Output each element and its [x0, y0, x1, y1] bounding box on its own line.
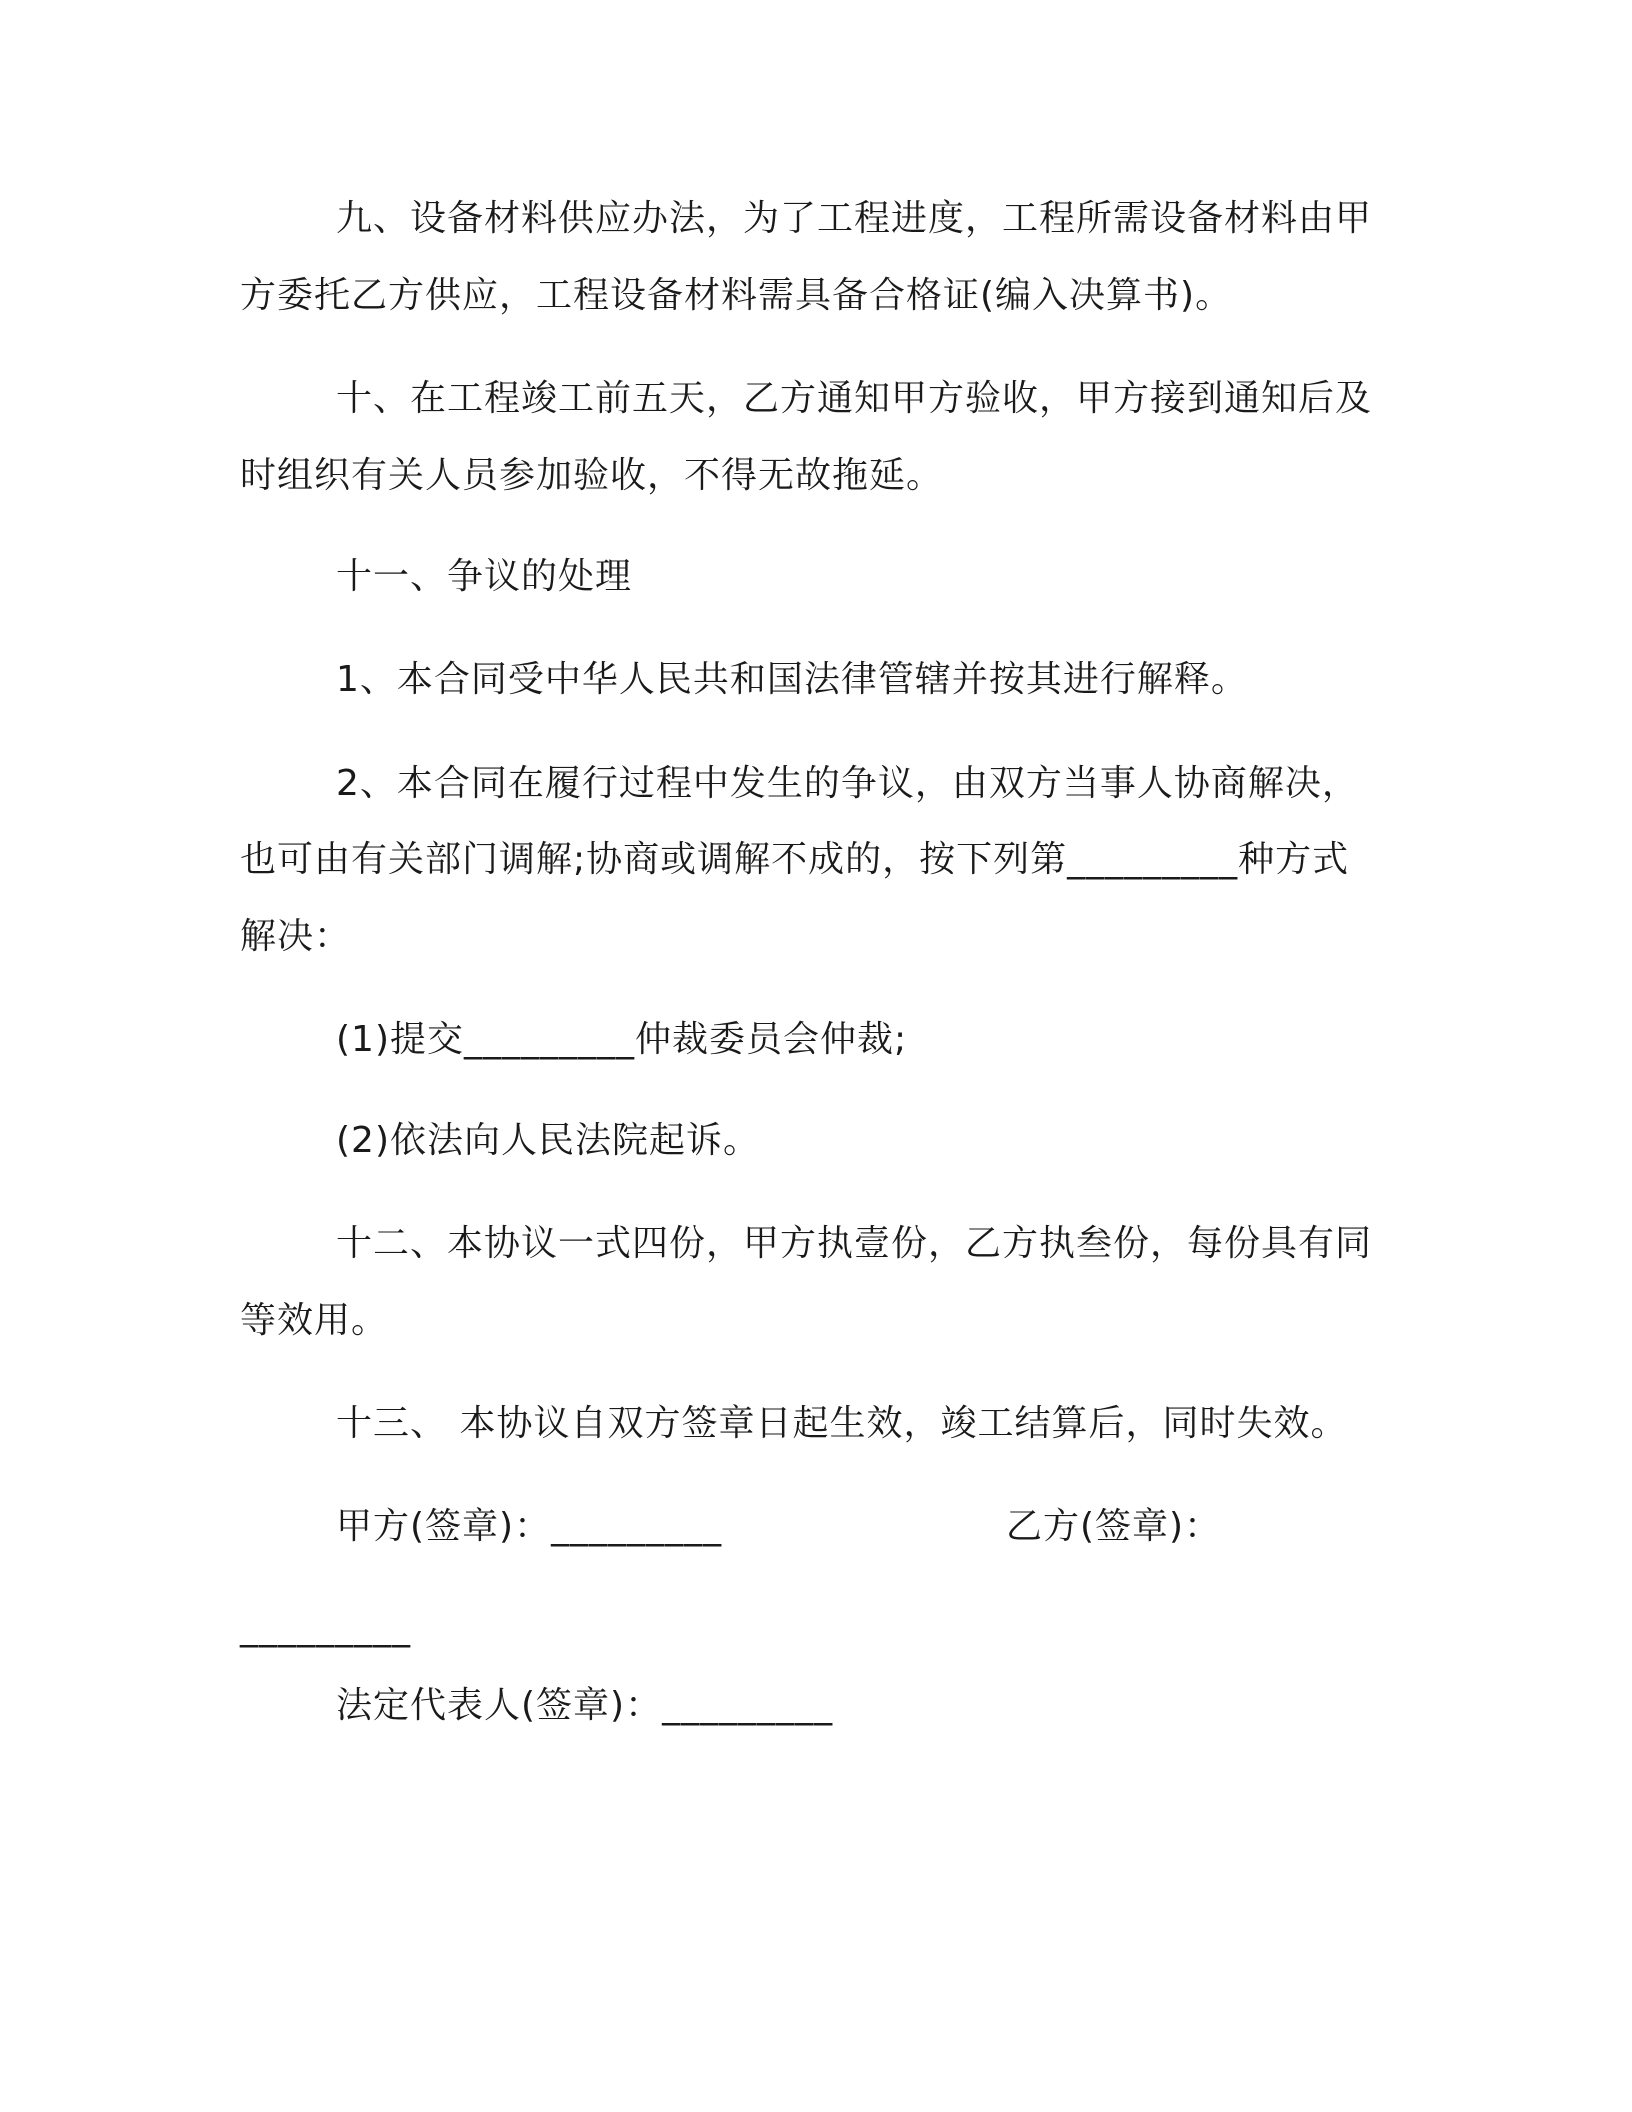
- party-b-signature-blank: _________: [240, 1607, 411, 1648]
- clause-12-line-1: 十二、本协议一式四份，甲方执壹份，乙方执叁份，每份具有同: [336, 1223, 1373, 1264]
- party-b-signature: 乙方(签章)：: [1006, 1506, 1222, 1547]
- clause-10-line-1: 十、在工程竣工前五天，乙方通知甲方验收，甲方接到通知后及: [336, 378, 1373, 419]
- clause-13: 十三、 本协议自双方签章日起生效，竣工结算后，同时失效。: [336, 1403, 1348, 1444]
- clause-11-item-2-line-1: 2、本合同在履行过程中发生的争议，由双方当事人协商解决，: [336, 763, 1359, 804]
- option-litigation: (2)依法向人民法院起诉。: [336, 1120, 760, 1161]
- clause-9-line-1: 九、设备材料供应办法，为了工程进度，工程所需设备材料由甲: [336, 198, 1373, 239]
- option-arbitration: (1)提交_________仲裁委员会仲裁;: [336, 1019, 908, 1060]
- clause-12-line-2: 等效用。: [240, 1300, 389, 1341]
- clause-11-heading: 十一、争议的处理: [336, 556, 633, 597]
- clause-11-item-2-line-3: 解决：: [240, 916, 352, 957]
- clause-11-item-2-line-2: 也可由有关部门调解;协商或调解不成的，按下列第_________种方式: [240, 839, 1350, 880]
- clause-10-line-2: 时组织有关人员参加验收，不得无故拖延。: [240, 455, 944, 496]
- party-a-signature: 甲方(签章)：_________: [336, 1506, 723, 1547]
- legal-representative-signature: 法定代表人(签章)：_________: [336, 1685, 834, 1726]
- clause-11-item-1: 1、本合同受中华人民共和国法律管辖并按其进行解释。: [336, 659, 1248, 700]
- clause-9-line-2: 方委托乙方供应，工程设备材料需具备合格证(编入决算书)。: [240, 275, 1233, 316]
